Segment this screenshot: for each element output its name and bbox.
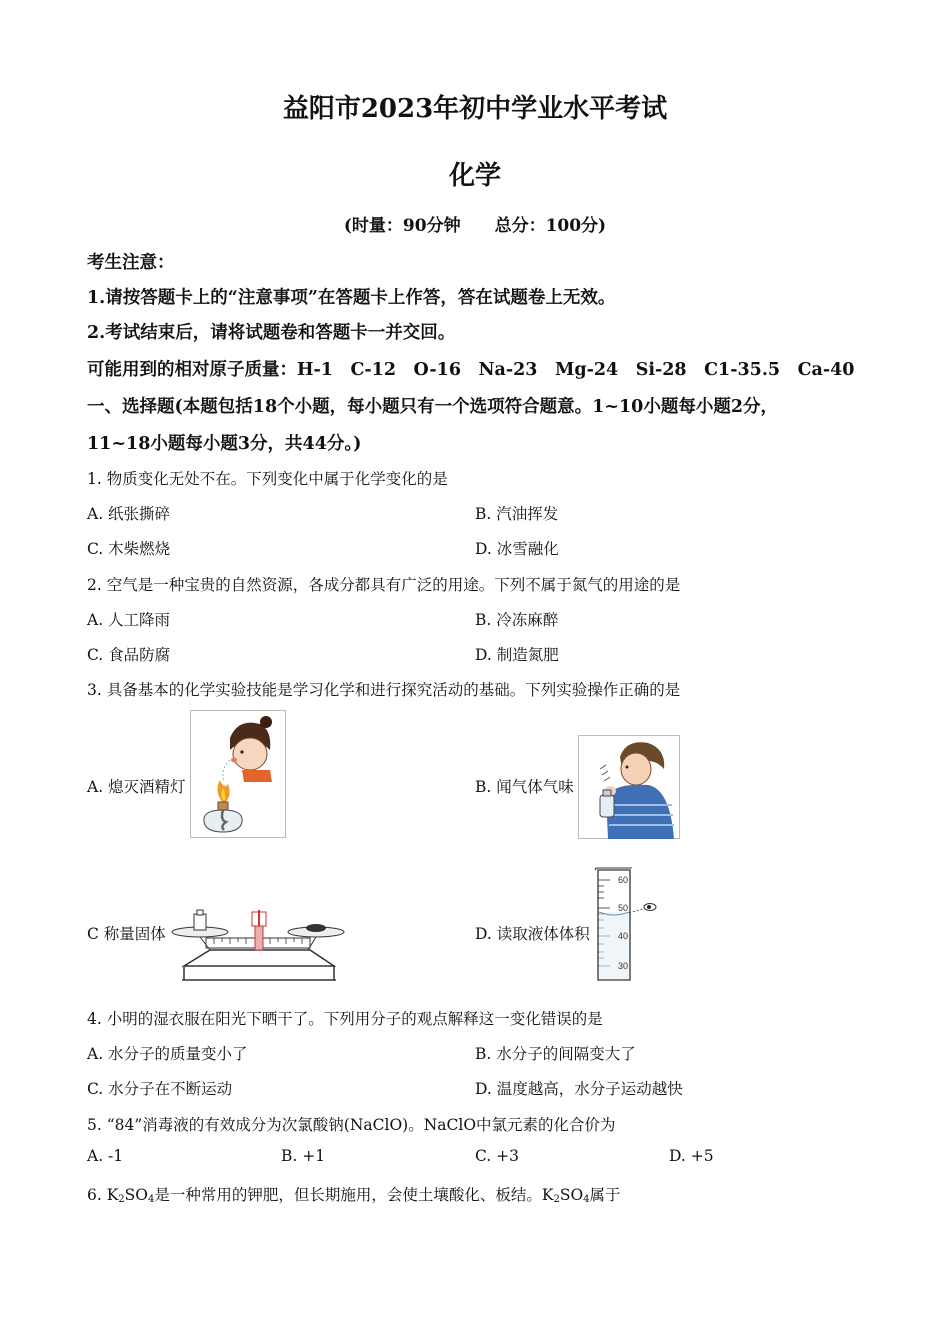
option-d: D. 读取液体体积 xyxy=(475,925,590,943)
option-c: C. +3 xyxy=(475,1147,520,1165)
subscript: 4 xyxy=(583,1194,590,1205)
stem-text: SO xyxy=(124,1186,148,1204)
subscript: 4 xyxy=(148,1194,155,1205)
cylinder-mark: 50 xyxy=(618,903,629,913)
smell-gas-illustration xyxy=(578,735,680,839)
notice-heading: 考生注意： xyxy=(87,253,175,273)
cylinder-mark: 40 xyxy=(618,931,629,941)
cylinder-mark: 30 xyxy=(618,961,629,971)
option-d: D. 温度越高，水分子运动越快 xyxy=(475,1080,683,1098)
option-a: A. 人工降雨 xyxy=(87,611,171,629)
option-d: D. 冰雪融化 xyxy=(475,540,559,558)
stem-text: 是一种常用的钾肥，但长期施用，会使土壤酸化、板结。K xyxy=(154,1186,554,1204)
option-d: D. +5 xyxy=(669,1147,714,1165)
question-stem: 3. 具备基本的化学实验技能是学习化学和进行探究活动的基础。下列实验操作正确的是 xyxy=(87,681,681,699)
subscript: 2 xyxy=(118,1194,125,1205)
option-b: B. 闻气体气味 xyxy=(475,778,574,796)
stem-text: 6. K xyxy=(87,1186,119,1204)
option-a: A. 熄灭酒精灯 xyxy=(87,778,186,796)
exam-title: 益阳市2023年初中学业水平考试 xyxy=(282,94,668,124)
option-a: A. 水分子的质量变小了 xyxy=(87,1045,248,1063)
option-c: C. 木柴燃烧 xyxy=(87,540,171,558)
option-b: B. 水分子的间隔变大了 xyxy=(475,1045,636,1063)
atomic-masses: 可能用到的相对原子质量：H-1 C-12 O-16 Na-23 Mg-24 Si-28 C1-35.5 Ca-40 xyxy=(87,360,855,380)
graduated-cylinder-illustration xyxy=(590,866,660,984)
stem-text: SO xyxy=(559,1186,584,1204)
notice-item: 2.考试结束后，请将试题卷和答题卡一并交回。 xyxy=(87,323,456,343)
section-heading: 一、选择题(本题包括18个小题，每小题只有一个选项符合题意。1~10小题每小题2分， xyxy=(87,397,778,417)
question-stem: 1. 物质变化无处不在。下列变化中属于化学变化的是 xyxy=(87,470,448,488)
stem-text: 属于 xyxy=(589,1186,621,1204)
subject-title: 化学 xyxy=(448,161,501,191)
blow-out-alcohol-lamp-illustration xyxy=(190,710,286,838)
section-heading-cont: 11~18小题每小题3分，共44分。) xyxy=(87,434,362,454)
question-stem: 2. 空气是一种宝贵的自然资源，各成分都具有广泛的用途。下列不属于氮气的用途的是 xyxy=(87,576,681,594)
option-a: A. -1 xyxy=(87,1147,124,1165)
option-b: B. 汽油挥发 xyxy=(475,505,559,523)
option-b: B. 冷冻麻醉 xyxy=(475,611,559,629)
cylinder-mark: 60 xyxy=(618,875,629,885)
option-d: D. 制造氮肥 xyxy=(475,646,559,664)
question-stem: 4. 小明的湿衣服在阳光下晒干了。下列用分子的观点解释这一变化错误的是 xyxy=(87,1010,603,1028)
option-c: C. 食品防腐 xyxy=(87,646,171,664)
option-a: A. 纸张撕碎 xyxy=(87,505,171,523)
option-b: B. +1 xyxy=(281,1147,326,1165)
option-c: C. 水分子在不断运动 xyxy=(87,1080,233,1098)
question-stem: 5. “84”消毒液的有效成分为次氯酸钠(NaClO)。NaClO中氯元素的化合价为 xyxy=(87,1116,616,1134)
subscript: 2 xyxy=(553,1194,560,1205)
weighing-balance-illustration xyxy=(170,900,348,984)
question-stem xyxy=(87,1183,621,1205)
notice-item: 1.请按答题卡上的“注意事项”在答题卡上作答，答在试题卷上无效。 xyxy=(87,288,616,308)
exam-info: (时量：90分钟 总分：100分) xyxy=(343,216,607,236)
option-c: C 称量固体 xyxy=(87,925,166,943)
